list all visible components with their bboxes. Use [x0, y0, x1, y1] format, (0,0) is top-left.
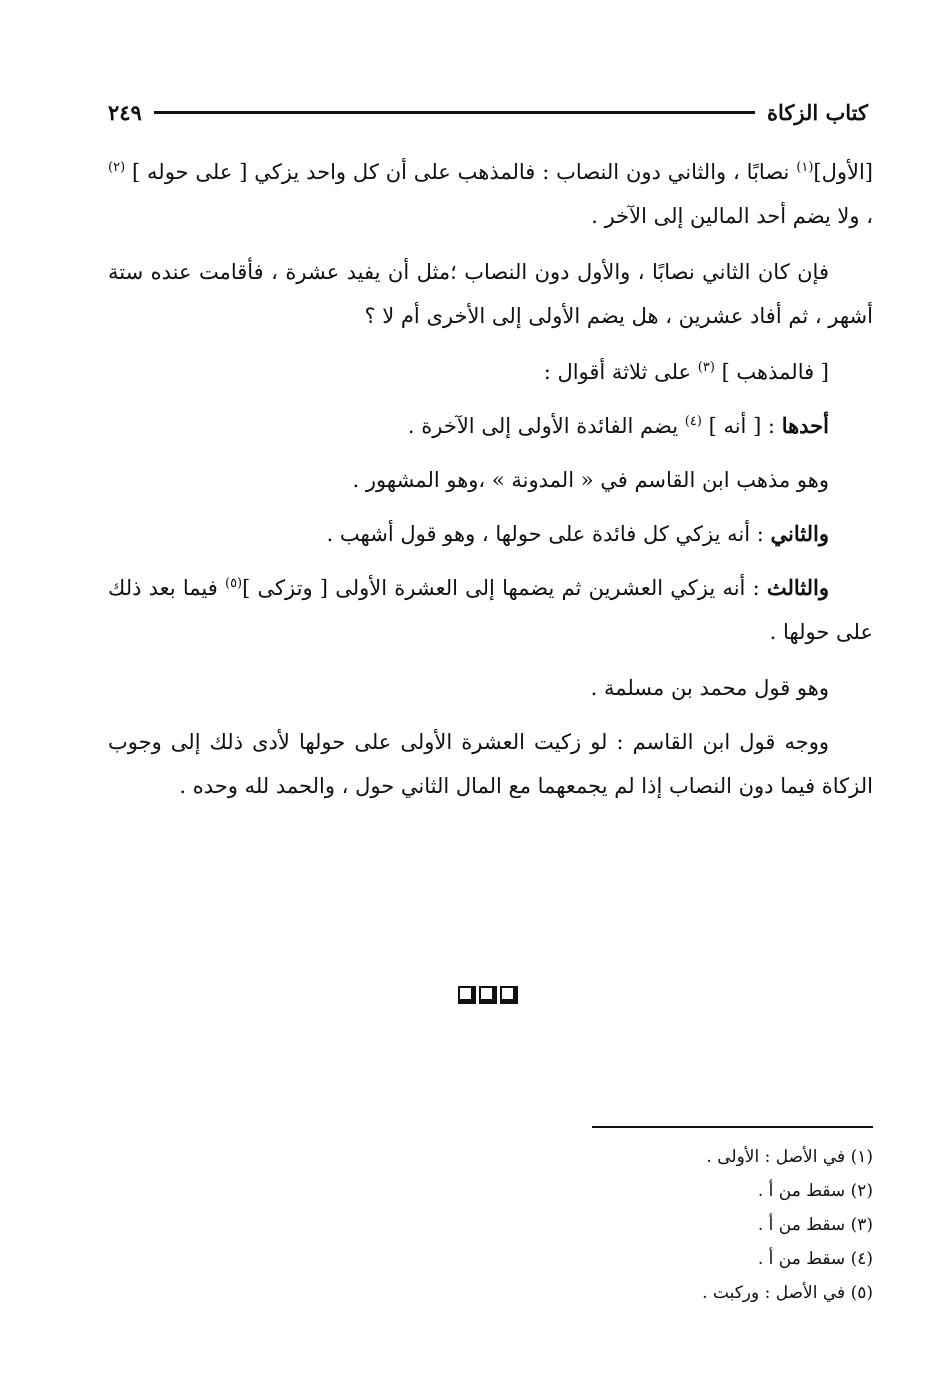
footnote-ref-3: (٣)	[697, 360, 715, 375]
paragraph-1: [الأول]$^{(١)}$ نصابًا ، والثاني دون النصاب : فالمذهب على أن كل واحد يزكي [ على حوله ] $^{(٢)}$ ، ولا يضم أحد المالين إلى الآخر .	[108, 160, 873, 228]
footnote-ref-5: (٥)	[224, 576, 243, 591]
paragraph-4: أحدها : [ أنه ] $^{(٤)}$ يضم الفائدة الأولى إلى الآخرة .	[407, 413, 829, 438]
running-header	[108, 92, 868, 132]
main-text	[108, 150, 873, 820]
footnotes	[373, 1140, 873, 1310]
ornament-square-icon	[500, 986, 518, 1004]
footnote-separator	[592, 1126, 873, 1128]
footnote-2: (٢) سقط من أ .	[757, 1181, 873, 1201]
footnote-ref-2: (٢)	[108, 160, 126, 175]
ornament-square-icon	[479, 986, 497, 1004]
paragraph-5: وهو مذهب ابن القاسم في « المدونة » ،وهو المشهور .	[352, 468, 829, 492]
opinion-label-2: والثاني	[770, 521, 829, 546]
paragraph-3: [ فالمذهب ] $^{(٣)}$ على ثلاثة أقوال :	[543, 360, 829, 384]
footnote-4: (٤) سقط من أ .	[757, 1249, 873, 1269]
footnote-ref-1: (١)	[796, 160, 814, 175]
paragraph-2: فإن كان الثاني نصابًا ، والأول دون النصاب ؛مثل أن يفيد عشرة ، فأقامت عنده ستة أشهر ، ثم أفاد عشرين ، هل يضم الأولى إلى الأخرى أم لا ؟	[108, 260, 873, 328]
footnote-1: (١) في الأصل : الأولى .	[706, 1147, 873, 1167]
opinion-label-1: أحدها	[781, 413, 829, 438]
footnote-3: (٣) سقط من أ .	[757, 1215, 873, 1235]
chapter-title: كتاب الزكاة	[766, 99, 868, 125]
section-end-ornament	[458, 986, 538, 1010]
paragraph-7: والثالث : أنه يزكي العشرين ثم يضمها إلى العشرة الأولى [ وتزكى ]$^{(٥)}$ فيما بعد ذلك على حولها .	[108, 575, 873, 644]
paragraph-8: وهو قول محمد بن مسلمة .	[590, 676, 829, 700]
ornament-square-icon	[458, 986, 476, 1004]
header-rule	[154, 111, 755, 114]
footnote-ref-4: (٤)	[684, 414, 702, 429]
paragraph-9: ووجه قول ابن القاسم : لو زكيت العشرة الأولى على حولها لأدى ذلك إلى وجوب الزكاة فيما دون النصاب إذا لم يجمعهما مع المال الثاني حول ، والحمد لله وحده .	[108, 730, 873, 798]
footnote-5: (٥) في الأصل : وركبت .	[702, 1283, 873, 1303]
paragraph-6: والثاني : أنه يزكي كل فائدة على حولها ، وهو قول أشهب .	[326, 521, 829, 546]
page-number: ٢٤٩	[108, 99, 142, 125]
opinion-label-3: والثالث	[766, 575, 829, 600]
